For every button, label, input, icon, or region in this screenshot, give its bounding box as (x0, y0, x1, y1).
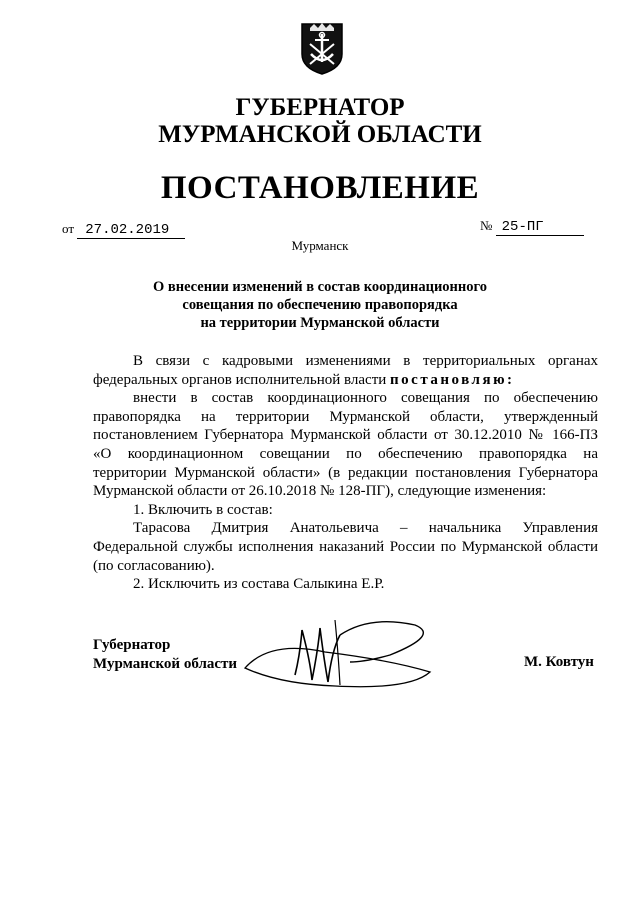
body-text: федеральных органов исполнительной власти (93, 371, 391, 388)
signatory-title-line-2: Мурманской области (93, 656, 238, 672)
body-line: территории Мурманской области» (в редакции постановления Губернатора (93, 464, 598, 481)
subject-line-1: О внесении изменений в состав координационного (152, 279, 487, 295)
number-prefix: № (480, 218, 493, 233)
document-date: 27.02.2019 (77, 222, 185, 239)
body-line: Федеральной службы исполнения наказаний России по Мурманской области (93, 538, 598, 555)
subject-line-2: совещания по обеспечению правопорядка (182, 297, 458, 313)
body-line: Тарасова Дмитрия Анатольевича – начальника Управления (133, 520, 598, 537)
list-item: 2. Исключить из состава Салыкина Е.Р. (133, 576, 385, 593)
signatory-name: М. Ковтун (524, 654, 594, 670)
document-type: ПОСТАНОВЛЕНИЕ (160, 170, 480, 206)
subject-line-3: на территории Мурманской области (200, 315, 440, 331)
handwritten-signature-icon (240, 600, 440, 700)
coat-of-arms-icon (298, 20, 346, 76)
document-body (93, 352, 598, 594)
date-prefix: от (62, 221, 75, 236)
document-number: 25-ПГ (496, 219, 584, 236)
body-line: внести в состав координационного совещания по обеспечению (133, 390, 598, 407)
body-line: постановлением Губернатора Мурманской области от 30.12.2010 № 166-ПЗ (93, 427, 598, 444)
body-line: (по согласованию). (93, 557, 215, 574)
body-line: Мурманской области от 26.10.2018 № 128-ПГ), следующие изменения: (93, 483, 547, 500)
subject-heading (0, 278, 640, 332)
authority-line-2: МУРМАНСКОЙ ОБЛАСТИ (158, 121, 482, 148)
body-line (93, 371, 598, 390)
body-line: «О координационном совещании по обеспечению правопорядка на (93, 445, 598, 462)
authority-line-1: ГУБЕРНАТОР (235, 94, 405, 121)
signatory-title (93, 636, 237, 674)
number-row (480, 218, 584, 236)
resolve-word: постановляю: (390, 371, 515, 388)
body-line: правопорядка на территории Мурманской области, утвержденный (93, 408, 598, 425)
body-line: В связи с кадровыми изменениями в территориальных органах (133, 353, 598, 369)
list-item: 1. Включить в состав: (133, 501, 273, 518)
signatory-title-line-1: Губернатор (93, 637, 171, 653)
date-row (62, 221, 185, 239)
city: Мурманск (291, 238, 349, 253)
